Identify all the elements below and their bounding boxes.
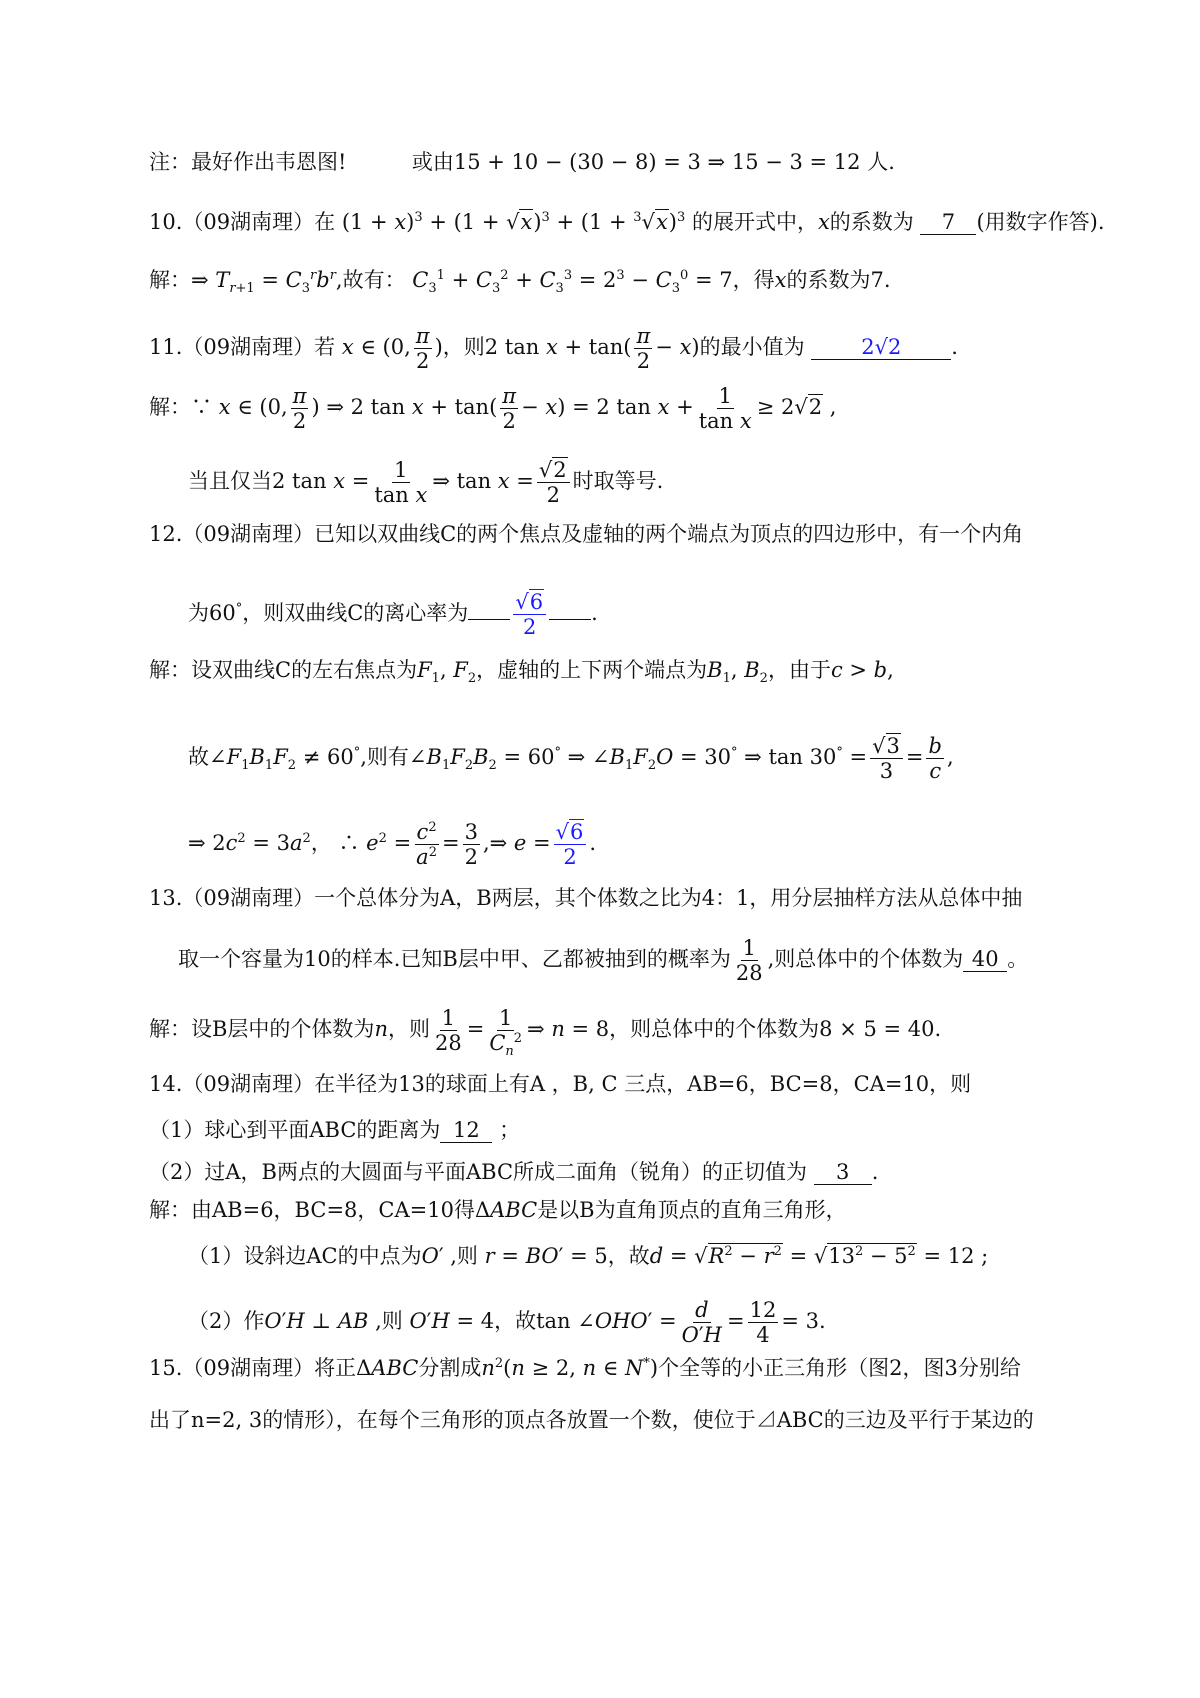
s14-p1-head: （1）设斜边AC的中点为: [188, 1244, 422, 1268]
q14-p2-head: （2）过A，B两点的大圆面与平面ABC所成二面角（锐角）的正切值为: [149, 1160, 808, 1184]
q15-line1-tail: 个全等的小正三角形（图2，图3分别给: [658, 1356, 1021, 1380]
q10-head: 10.（09湖南理）在: [149, 210, 336, 234]
q10-expression: $(1 + x)^3 + (1 + √x)^3 + (1 + ^3√x)^3$: [341, 210, 686, 234]
question-10: 10.（09湖南理）在 $(1 + x)^3 + (1 + √x)^3 + (1 + ^3√x)^3$ 的展开式中，x的系数为 7 (用数字作答).: [149, 210, 1105, 234]
question-15: 15.（09湖南理）将正ΔABC分割成$n^2(n \ge 2$, n ∈ N*)个全等的小正三角形（图2，图3分别给: [149, 1356, 1021, 1380]
question-13: 13.（09湖南理）一个总体分为A，B两层，其个体数之比为4：1，用分层抽样方法从总体中抽: [149, 886, 1023, 910]
q13-answer: 40: [963, 947, 1007, 972]
q13-line2-head: 取一个容量为10的样本.已知B层中甲、乙都被抽到的概率为: [178, 947, 731, 971]
question-14-part1: [149, 1118, 520, 1143]
question-15-line2: 出了n=2, 3的情形），在每个三角形的顶点各放置一个数，使位于⊿ABC的三边及平行于某边的: [149, 1408, 1034, 1432]
q11-tail: 的最小值为: [699, 335, 805, 359]
q13-end: 。: [1007, 947, 1029, 971]
q15-line1-head: 15.（09湖南理）将正: [149, 1356, 357, 1380]
q12-line2-mid: ，则双曲线C的离心率为: [242, 601, 469, 625]
s10-tail: ，得: [732, 268, 775, 292]
s12-line1-tail: ，由于: [767, 658, 831, 682]
q10-answer: 7: [920, 210, 976, 235]
q14-p2-end: .: [871, 1160, 879, 1184]
s12-line1-head: 解：设双曲线C的左右焦点为: [149, 658, 418, 682]
s13-tail: ，则总体中的个体数为: [609, 1017, 820, 1041]
s11-line2-head: 当且仅当: [188, 469, 272, 493]
s10-end: 的系数为7.: [786, 268, 891, 292]
s10-sum: $C_3^1 + C_3^2 + C_3^3 = 2^3 - C_3^0 = 7$: [412, 268, 733, 297]
s14-line1-head: 解：由AB=6，BC=8，CA=10得: [149, 1198, 475, 1222]
question-12: 12.（09湖南理）已知以双曲线C的两个焦点及虚轴的两个端点为顶点的四边形中，有一个内角: [149, 522, 1024, 546]
q13-line2-mid: ,则总体中的个体数为: [767, 947, 964, 971]
s13-head: 解：设B层中的个体数为: [149, 1017, 375, 1041]
s12-line2-head: 故: [188, 745, 209, 769]
solution-12-line3: ⇒ $2c^2 = 3a^2$， ∴ $e^2$ = $\frac{c^2}{a^2}$ = $\frac{3}{2}$ ,⇒ e = $\frac{√6}{2}$ .: [188, 820, 597, 869]
solution-12: 解：设双曲线C的左右焦点为$F_1$, $F_2$，虚轴的上下两个端点为$B_1$, $B_2$，由于c > b,: [149, 658, 894, 687]
question-12-line2: 为60°，则双曲线C的离心率为 $\frac{√6}{2}$ .: [188, 590, 598, 639]
q14-p1-answer: 12: [440, 1118, 492, 1143]
q12-line2-head: 为: [188, 601, 209, 625]
s10-term: $T_{r+1} = C_3^rb^r$: [215, 268, 336, 297]
q14-p2-answer: 3: [814, 1160, 872, 1185]
s12-line2-mid: ,则有: [360, 745, 409, 769]
solution-14-part1: （1）设斜边AC的中点为O′ ,则 r = BO′ = 5，故$d = √R^2 - r^2 = √13^2 - 5^2 = 12$ ;: [188, 1244, 989, 1268]
q10-mid: 的展开式中，: [691, 210, 818, 234]
solution-14-part2: （2）作O′H ⊥ AB ,则 O′H = 4，故tan ∠OHO′ = $\frac{d}{O'H}$ = $\frac{12}{4}$ = 3.: [188, 1298, 826, 1347]
s10-mid: ,故有：: [335, 268, 406, 292]
question-13-line2: 取一个容量为10的样本.已知B层中甲、乙都被抽到的概率为 $\frac{1}{28}$ ,则总体中的个体数为 40 。: [178, 936, 1029, 985]
s11-head: 解：∵: [149, 395, 212, 419]
solution-11-equality: 当且仅当2 tan x = $\frac{1}{\text{tan x}}$ ⇒ tan x = $\frac{√2}{2}$ 时取等号.: [188, 458, 664, 507]
question-14-part2: [149, 1160, 878, 1185]
q14-p1-head: （1）球心到平面ABC的距离为: [149, 1118, 441, 1142]
solution-10: 解：⇒ $T_{r+1} = C_3^rb^r$,故有： $C_3^1 + C_3^2 + C_3^3 = 2^3 - C_3^0 = 7$，得x的系数为7.: [149, 268, 891, 297]
solution-11: 解：∵ x ∈ (0, $\frac{\pi}{2}$ ) ⇒ 2 tan x + tan( $\frac{\pi}{2}$ − x) = 2 tan x + $\frac{1}{\text{tan x}}$ ≥ 2√2 ,: [149, 384, 837, 433]
q12-answer: $\frac{√6}{2}$: [513, 590, 546, 639]
q15-line1-mid: 分割成: [418, 1356, 482, 1380]
note-text: 注：最好作出韦恩图!: [149, 150, 347, 174]
q14-p1-end: ；: [499, 1118, 521, 1142]
note-calc: 或由15 + 10 − (30 − 8) = 3 ⇒ 15 − 3 = 12 人.: [411, 150, 895, 174]
s14-p2-mid: ，故: [494, 1309, 537, 1333]
q10-tail: 的系数为: [829, 210, 914, 234]
note-line: [149, 150, 895, 174]
s10-head: 解：⇒: [149, 268, 209, 292]
s14-p1-mid: ，故: [607, 1244, 650, 1268]
question-11: 11.（09湖南理）若 x ∈ (0, $\frac{\pi}{2}$ )，则2 tan x + tan( $\frac{\pi}{2}$ − x)的最小值为 2√2 .: [149, 324, 958, 373]
question-14: 14.（09湖南理）在半径为13的球面上有A ，B, C 三点，AB=6，BC=8，CA=10，则: [149, 1072, 972, 1096]
s12-line1-mid: ，虚轴的上下两个端点为: [476, 658, 708, 682]
q11-answer: 2√2: [861, 335, 902, 359]
q10-end: (用数字作答).: [976, 210, 1105, 234]
solution-13: 解：设B层中的个体数为n，则 $\frac{1}{28}$ = $\frac{1}{C_n^2}$ ⇒ n = 8，则总体中的个体数为8 × 5 = 40.: [149, 1006, 942, 1060]
solution-14: 解：由AB=6，BC=8，CA=10得ΔABC是以B为直角顶点的直角三角形，: [149, 1198, 847, 1222]
solution-12-line2: 故$\angle F_1B_1F_2 \ne 60^\circ$,则有$\angle B_1F_2B_2 = 60^\circ$ ⇒ $\angle B_1F_2O = 30^\circ$ ⇒ tan 30° = $\frac{√3}{3}$ = $\frac{b}{c}$ ,: [188, 734, 954, 783]
s13-mid: ，则: [387, 1017, 430, 1041]
q11-mid: ，则: [442, 335, 485, 359]
s14-p2-head: （2）作: [188, 1309, 265, 1333]
s14-line1-tail: 是以B为直角顶点的直角三角形，: [537, 1198, 847, 1222]
s11-line2-tail: 时取等号.: [572, 469, 664, 493]
q11-head: 11.（09湖南理）若: [149, 335, 336, 359]
